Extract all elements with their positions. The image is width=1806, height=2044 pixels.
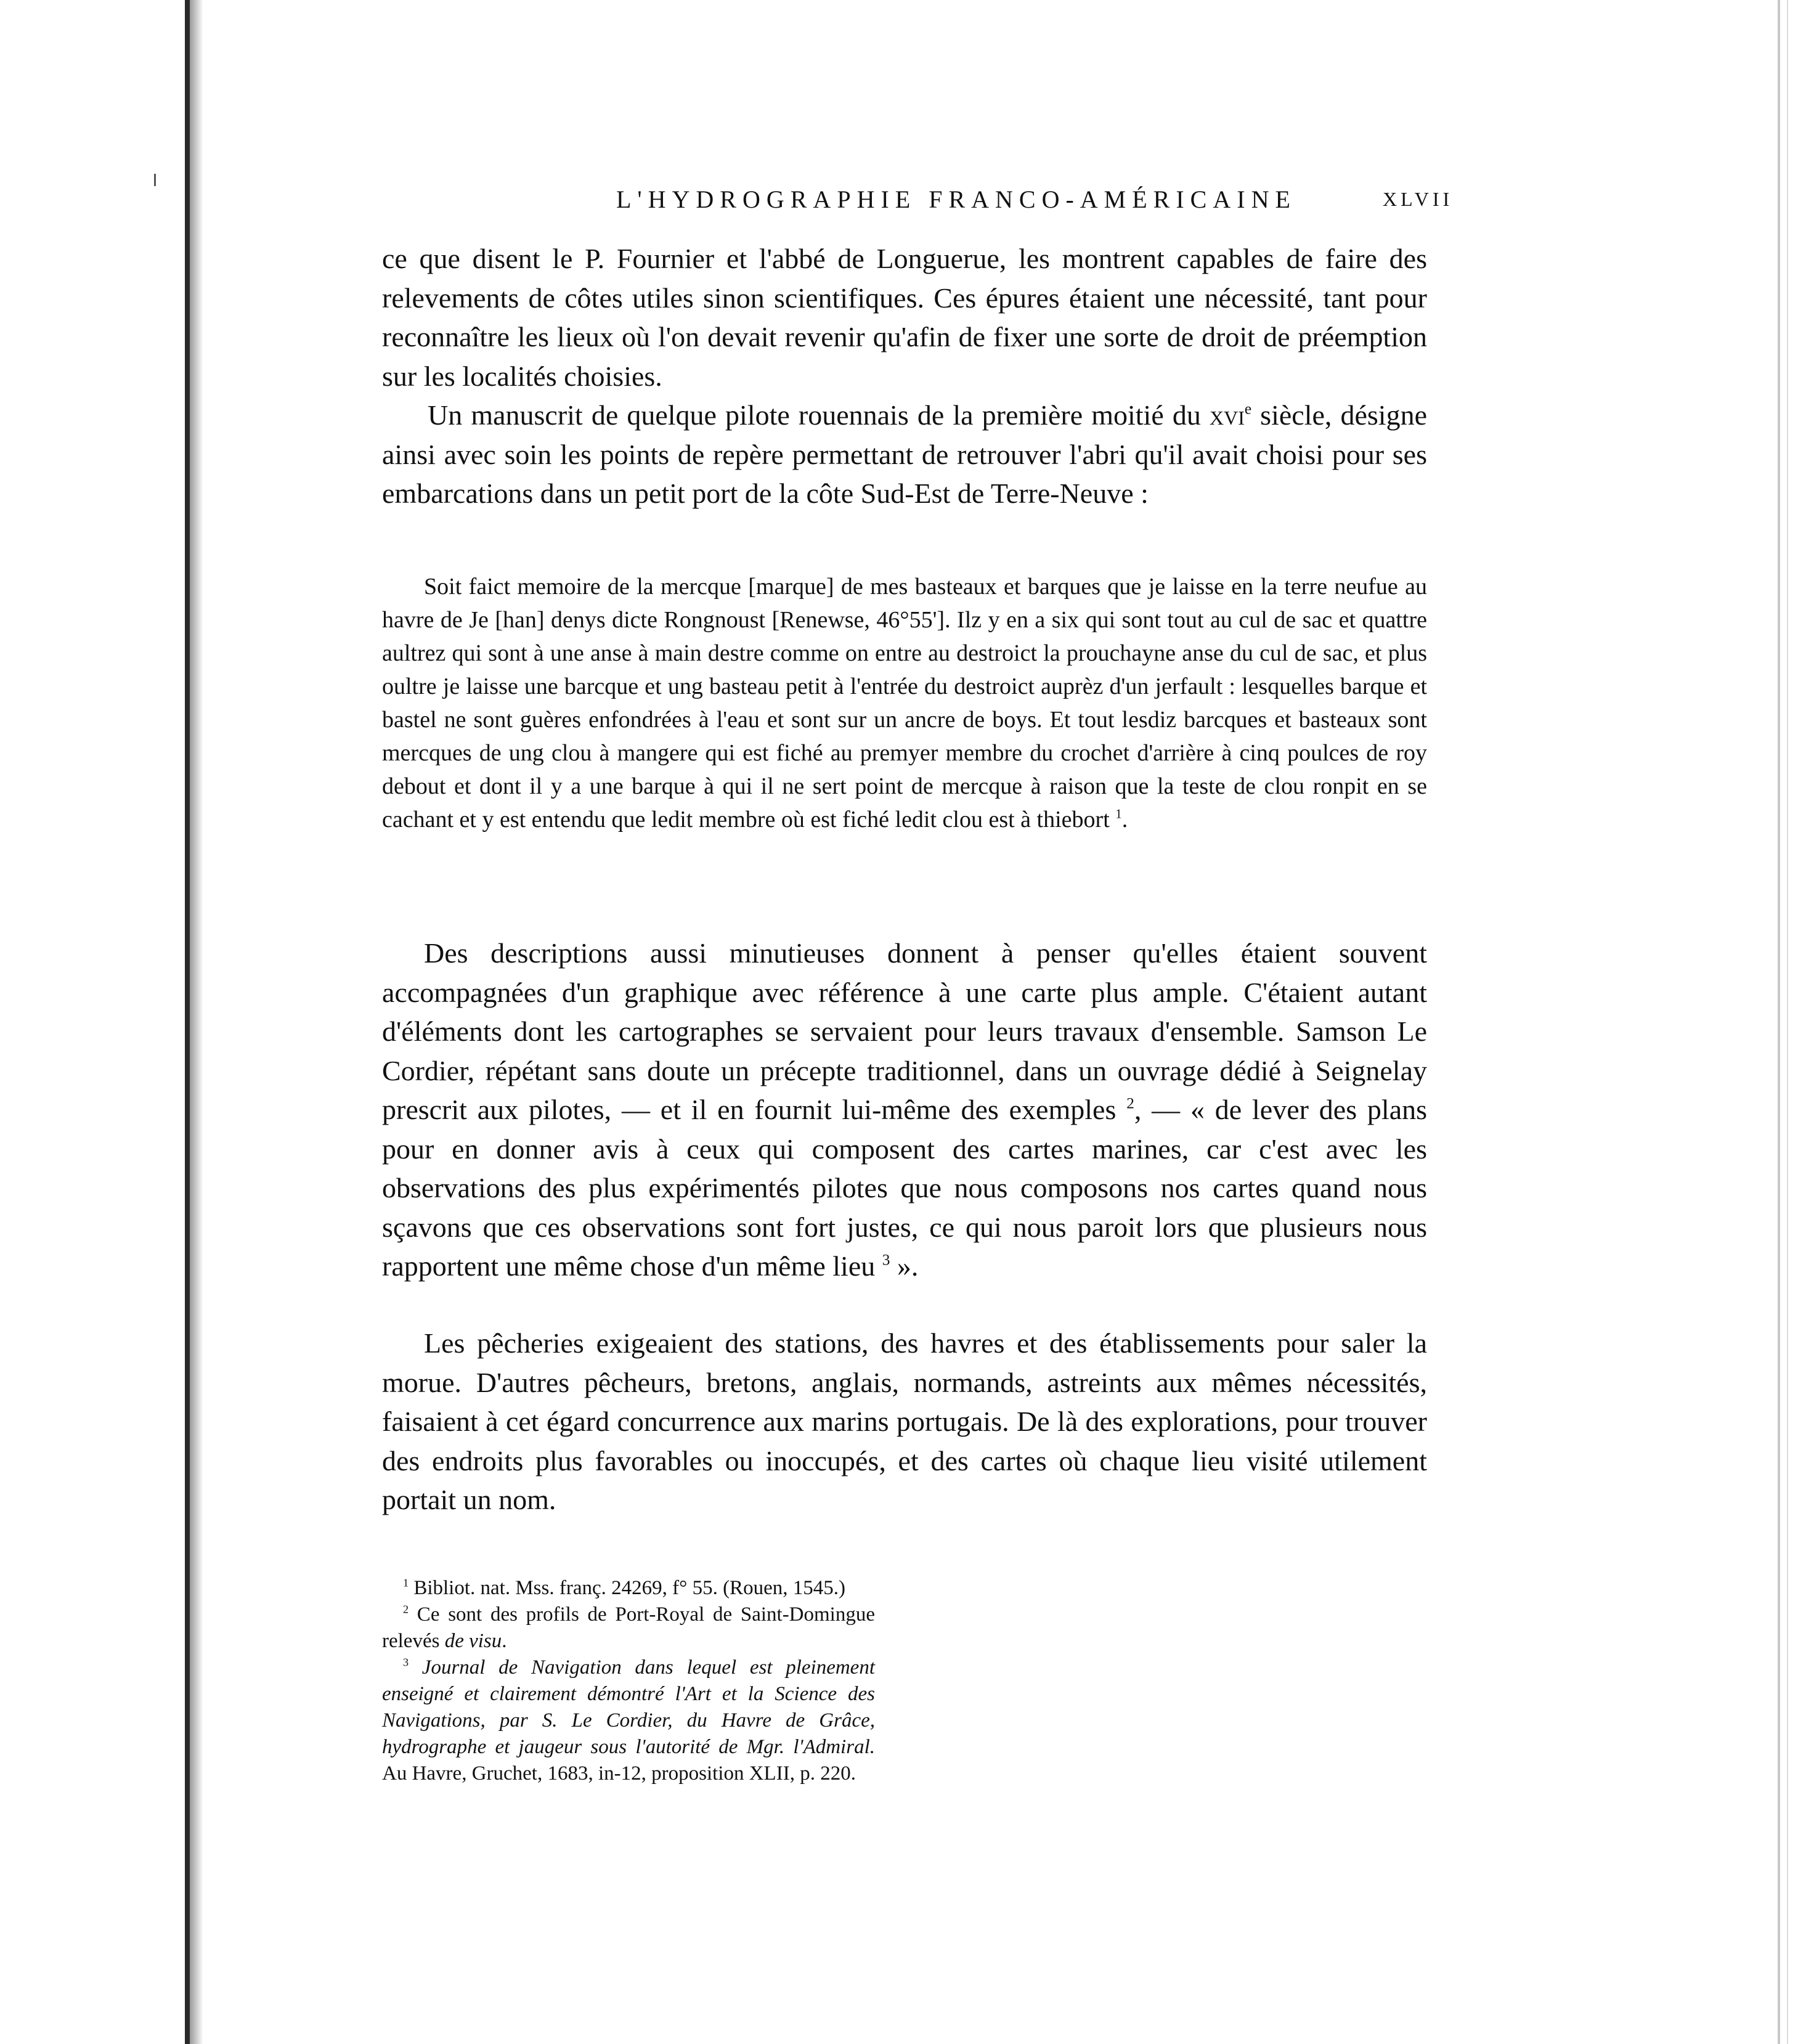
paragraph-3 bbox=[382, 934, 1427, 1286]
footnote-ref-2: 2 bbox=[1126, 1094, 1134, 1112]
footnote-2-text: Ce sont des profils de Port-Royal de Saint-Domingue relevés bbox=[382, 1603, 875, 1652]
paragraph-3-a: Des descriptions aussi minutieuses donnent à penser qu'elles étaient souvent accompagnées d'un graphique avec référence à une carte plus ample. C'étaient autant d'éléments dont les cartographes se servaient pour leurs travaux d'ensemble. Samson Le Cordier, répétant sans doute un précepte traditionnel, dans un ouvrage dédié à Seignelay prescrit aux pilotes, — et il en fournit lui-même des exemples bbox=[382, 937, 1427, 1125]
footnote-2-mark: 2 bbox=[403, 1603, 409, 1616]
paragraph-3-b: , — « de lever des plans pour en donner avis à ceux qui composent des cartes marines, car c'est avec les observations des plus expérimentés pilotes que nous composons nos cartes quand nous sçavons que ces observations sont fort justes, ce qui nous paroit lors que plusieurs nous rapportent une même chose d'un même lieu bbox=[382, 1094, 1428, 1282]
page-number: XLVII bbox=[1383, 188, 1454, 210]
page-edge-fade bbox=[190, 0, 203, 2044]
quote-text: Soit faict memoire de la mercque [marque] de mes basteaux et barques que je laisse en la terre neufue au havre de Je [han] denys dicte Rongnoust [Renewse, 46°55']. Ilz y en a six qui sont tout au cul de sac et quattre aultrez qui sont à une anse à main destre comme on entre au destroict la prouchayne anse du cul de sac, et plus oultre je laisse une barcque et ung basteau petit à l'entrée du destroict auprèz d'un jerfault : lesquelles barque et bastel ne sont guères enfondrées à l'eau et sont sur un ancre de boys. Et tout lesdiz barcques et basteaux sont mercques de ung clou à mangere qui est fiché au premyer membre du crochet d'arrière à cinq poulces de roy debout et dont il y a une barque à qui il ne sert point de mercque à raison que la teste de clou ronpit en se cachant et y est entendu que ledit membre où est fiché ledit clou est à thiebort bbox=[382, 574, 1427, 833]
footnotes-column-left bbox=[382, 1575, 875, 1787]
page-edge-shadow bbox=[185, 0, 190, 2044]
footnote-ref-3: 3 bbox=[882, 1251, 890, 1269]
margin-mark bbox=[154, 174, 156, 186]
century-numeral: xvi bbox=[1209, 399, 1245, 431]
footnote-2-italic: de visu bbox=[444, 1630, 502, 1652]
block-quote bbox=[382, 570, 1427, 836]
footnote-3 bbox=[382, 1655, 875, 1787]
paragraph-2-start: Un manuscrit de quelque pilote rouennais de la première moitié du bbox=[428, 399, 1201, 431]
paragraph-2 bbox=[382, 396, 1427, 513]
footnote-3-rest: Au Havre, Gruchet, 1683, in-12, proposition XLII, p. 220. bbox=[382, 1762, 856, 1785]
century-suffix: e bbox=[1244, 400, 1252, 418]
footnote-1-text: Bibliot. nat. Mss. franç. 24269, f° 55. (Rouen, 1545.) bbox=[409, 1577, 845, 1599]
footnote-3-title: Journal de Navigation dans lequel est pleinement enseigné et clairement démontré l'Art et la Science des Navigations, par S. Le Cordier, du Havre de Grâce, hydrographe et jaugeur sous l'autorité de Mgr. l'Admiral. bbox=[382, 1656, 875, 1758]
scan-margin-left bbox=[0, 0, 185, 2044]
page-right-edge-inner bbox=[1787, 0, 1788, 2044]
paragraph-2-rest: siècle, désigne ainsi avec soin les points de repère permettant de retrouver l'abri qu'il avait choisi pour ses embarcations dans un petit port de la côte Sud-Est de Terre-Neuve : bbox=[382, 399, 1428, 509]
footnote-2-end: . bbox=[502, 1630, 507, 1652]
footnote-ref-1: 1 bbox=[1115, 806, 1122, 821]
footnote-3-mark: 3 bbox=[403, 1656, 409, 1669]
footnote-2 bbox=[382, 1602, 875, 1655]
footnote-1-mark: 1 bbox=[403, 1576, 409, 1589]
paragraph-3-c: ». bbox=[890, 1250, 919, 1282]
paragraph-1: ce que disent le P. Fournier et l'abbé de Longuerue, les montrent capables de faire des relevements de côtes utiles sinon scientifiques. Ces épures étaient une nécessité, tant pour reconnaître les lieux où l'on devait revenir qu'afin de fixer une sorte de droit de préemption sur les localités choisies. bbox=[382, 243, 1427, 392]
running-title: L'HYDROGRAPHIE FRANCO-AMÉRICAINE bbox=[616, 185, 1296, 213]
footnote-1 bbox=[382, 1575, 875, 1602]
paragraph-4: Les pêcheries exigeaient des stations, des havres et des établissements pour saler la morue. D'autres pêcheurs, bretons, anglais, normands, astreints aux mêmes nécessités, faisaient à cet égard concurrence aux marins portugais. De là des explorations, pour trouver des endroits plus favorables ou inoccupés, et des cartes où chaque lieu visité utilement portait un nom. bbox=[382, 1327, 1427, 1515]
quote-end: . bbox=[1121, 807, 1128, 833]
page-right-edge bbox=[1778, 0, 1780, 2044]
